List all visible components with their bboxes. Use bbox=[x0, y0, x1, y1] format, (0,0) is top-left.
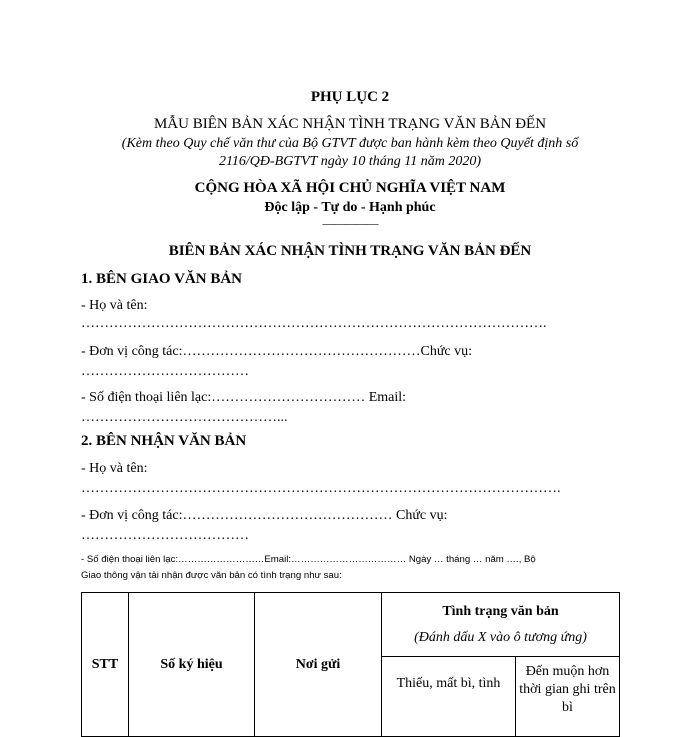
sender-position-field: ……………………………… bbox=[81, 364, 249, 379]
form-title: MẪU BIÊN BẢN XÁC NHẬN TÌNH TRẠNG VĂN BẢN ĐẾN bbox=[153, 116, 547, 132]
table-header-missing: Thiếu, mất bì, tình bbox=[382, 657, 516, 737]
receiver-position-field: ……………………………… bbox=[81, 528, 249, 543]
document-title: BIÊN BẢN XÁC NHẬN TÌNH TRẠNG VĂN BẢN ĐẾN bbox=[168, 243, 532, 259]
form-subtitle-line2: 2116/QĐ-BGTVT ngày 10 tháng 11 năm 2020) bbox=[218, 154, 482, 169]
motto-underline: ————— bbox=[322, 216, 378, 230]
table-header-stt: STT bbox=[82, 593, 129, 737]
section-title-receiver: 2. BÊN NHẬN VĂN BẢN bbox=[81, 433, 247, 449]
sender-email-field: ……………………………………... bbox=[81, 410, 288, 425]
sender-phone-field: - Số điện thoại liên lạc:…………………………… Email: bbox=[81, 390, 407, 405]
status-group-title: Tình trạng văn bản bbox=[442, 603, 559, 619]
receiver-name-field: …………………………………………………………………………………………. bbox=[81, 481, 561, 496]
document-status-table bbox=[81, 592, 620, 737]
nation-title: CỘNG HÒA XÃ HỘI CHỦ NGHĨA VIỆT NAM bbox=[194, 180, 506, 196]
status-group-note: (Đánh dấu X vào ô tương ứng) bbox=[414, 629, 587, 645]
table-header-late: Đến muộn hơn thời gian ghi trên bì bbox=[516, 657, 620, 737]
national-motto: Độc lập - Tự do - Hạnh phúc bbox=[264, 200, 436, 215]
table-header-status-group bbox=[382, 593, 620, 657]
table-header-symbol: Số ký hiệu bbox=[129, 593, 255, 737]
receiver-name-label: - Họ và tên: bbox=[81, 461, 148, 476]
sender-name-label: - Họ và tên: bbox=[81, 298, 148, 313]
receipt-statement: Giao thông vận tải nhận được văn bản có tình trạng như sau: bbox=[81, 570, 342, 581]
sender-unit-field: - Đơn vị công tác:……………………………………………Chức vụ: bbox=[81, 344, 473, 359]
receiver-unit-field: - Đơn vị công tác:……………………………………… Chức vụ: bbox=[81, 508, 448, 523]
sender-name-field: ………………………………………………………………………………………. bbox=[81, 316, 547, 331]
table-header-sender: Nơi gửi bbox=[255, 593, 382, 737]
appendix-title: PHỤ LỤC 2 bbox=[310, 89, 390, 105]
section-title-sender: 1. BÊN GIAO VĂN BẢN bbox=[81, 271, 242, 287]
receiver-contact-line: - Số điện thoại liên lạc:………………………Email:……………………………… Ngày … tháng … năm …., Bộ bbox=[81, 554, 536, 565]
form-subtitle-line1: (Kèm theo Quy chế văn thư của Bộ GTVT được ban hành kèm theo Quyết định số bbox=[121, 136, 579, 151]
